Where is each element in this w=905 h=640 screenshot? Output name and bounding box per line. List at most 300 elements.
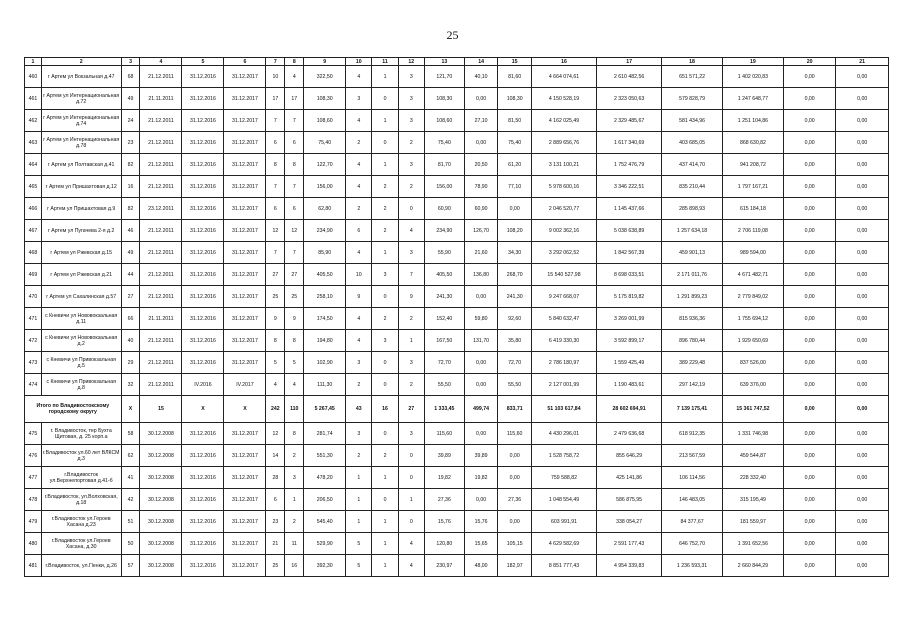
table-cell: 1 755 694,12 [723, 308, 784, 330]
table-cell: 31.12.2017 [224, 264, 266, 286]
table-cell: X [121, 396, 140, 423]
table-cell: 0 [372, 489, 398, 511]
table-cell: 15 [140, 396, 182, 423]
table-cell: 31.12.2016 [182, 330, 224, 352]
table-cell: 68 [121, 66, 140, 88]
table-cell: 4 [346, 242, 372, 264]
table-cell: 55,50 [424, 374, 464, 396]
table-cell: 3 [398, 423, 424, 445]
table-cell: 20,50 [464, 154, 498, 176]
table-row [25, 489, 889, 511]
table-cell: с Кневичи ул Нововокзальная д.11 [41, 308, 121, 330]
table-cell: 467 [25, 220, 42, 242]
table-cell: 106 114,56 [662, 467, 723, 489]
table-cell: 31.12.2016 [182, 132, 224, 154]
table-cell: 11 [372, 58, 398, 66]
table-cell: 0,00 [836, 66, 889, 88]
table-cell: 24 [121, 110, 140, 132]
table-cell: 14 [464, 58, 498, 66]
table-cell: 0 [398, 511, 424, 533]
table-cell: 75,40 [424, 132, 464, 154]
table-cell: 462 [25, 110, 42, 132]
table-cell: 833,71 [498, 396, 532, 423]
table-cell: 31.12.2016 [182, 533, 224, 555]
table-cell: г Артем ул Сахалинская д.57 [41, 286, 121, 308]
table-cell: 3 [285, 467, 304, 489]
table-cell: г Артем ул Ржевская д.15 [41, 242, 121, 264]
table-cell: 477 [25, 467, 42, 489]
table-cell: 2 [372, 445, 398, 467]
table-cell: 6 [266, 489, 285, 511]
table-cell: 51 [121, 511, 140, 533]
table-cell: 92,60 [498, 308, 532, 330]
table-cell: 21.11.2011 [140, 88, 182, 110]
table-cell: 0,00 [498, 467, 532, 489]
table-cell: 759 588,82 [531, 467, 596, 489]
table-cell: 78,90 [464, 176, 498, 198]
table-cell: 31.12.2017 [224, 489, 266, 511]
table-cell: 31.12.2016 [182, 198, 224, 220]
table-cell: 4 [346, 176, 372, 198]
table-cell: 461 [25, 88, 42, 110]
table-cell: 31.12.2017 [224, 423, 266, 445]
table-cell: 4 [346, 110, 372, 132]
table-cell: 156,00 [304, 176, 346, 198]
table-cell: 0 [372, 423, 398, 445]
table-cell: 2 660 844,29 [723, 555, 784, 577]
table-cell: 31.12.2016 [182, 445, 224, 467]
table-cell: 230,97 [424, 555, 464, 577]
total-row [25, 396, 889, 423]
table-cell: 27,36 [498, 489, 532, 511]
table-cell: г.Владивосток ул.60 лет ВЛКСМ д.3 [41, 445, 121, 467]
table-cell: 0,00 [836, 154, 889, 176]
table-cell: 3 [398, 66, 424, 88]
table-cell: 6 [285, 198, 304, 220]
table-cell: 0,00 [836, 423, 889, 445]
table-cell: 21.12.2011 [140, 110, 182, 132]
table-cell: 61,20 [498, 154, 532, 176]
table-cell: 2 [398, 132, 424, 154]
table-cell: 31.12.2016 [182, 511, 224, 533]
table-cell: 0,00 [836, 264, 889, 286]
table-cell: 108,30 [304, 88, 346, 110]
table-cell: 1 [285, 489, 304, 511]
table-cell: 1 [372, 555, 398, 577]
table-cell: 0 [398, 467, 424, 489]
table-cell: 3 [346, 88, 372, 110]
table-cell: г.Владивосток ул.Верхнепортовая д.41-б [41, 467, 121, 489]
table-cell: 4 629 582,69 [531, 533, 596, 555]
table-cell: 21 [836, 58, 889, 66]
table-cell: г Артем ул Интернациональная д.78 [41, 132, 121, 154]
table-cell: 62 [121, 445, 140, 467]
table-cell: 460 [25, 66, 42, 88]
table-cell: 21.12.2011 [140, 330, 182, 352]
table-cell: 9 002 362,16 [531, 220, 596, 242]
table-cell: 403 685,05 [662, 132, 723, 154]
table-cell: 27 [285, 264, 304, 286]
table-cell: 285 898,93 [662, 198, 723, 220]
table-cell: 1 291 899,23 [662, 286, 723, 308]
table-cell: 1 [346, 489, 372, 511]
table-row [25, 132, 889, 154]
table-cell: 17 [266, 88, 285, 110]
table-row [25, 330, 889, 352]
table-cell: 30.12.2008 [140, 423, 182, 445]
table-cell: 3 [346, 352, 372, 374]
table-cell: 31.12.2016 [182, 555, 224, 577]
table-cell: 1 797 167,21 [723, 176, 784, 198]
table-cell: 8 [285, 330, 304, 352]
table-cell: 5 [285, 352, 304, 374]
table-cell: 28 [266, 467, 285, 489]
table-cell: 815 936,36 [662, 308, 723, 330]
table-cell: 0 [372, 352, 398, 374]
table-cell: X [182, 396, 224, 423]
table-cell: г Артем ул Пугачева 2-я д.2 [41, 220, 121, 242]
table-cell: 12 [266, 220, 285, 242]
table-cell: 5 [182, 58, 224, 66]
table-row [25, 467, 889, 489]
table-cell: 10 [346, 58, 372, 66]
table-row [25, 308, 889, 330]
table-cell: 182,97 [498, 555, 532, 577]
table-cell: 472 [25, 330, 42, 352]
table-cell: 0,00 [836, 308, 889, 330]
table-cell: 10 [346, 264, 372, 286]
table-cell: X [224, 396, 266, 423]
table-cell: 21.12.2011 [140, 154, 182, 176]
table-cell: 241,30 [424, 286, 464, 308]
table-cell: 27 [121, 286, 140, 308]
table-cell: 6 [266, 132, 285, 154]
table-cell: 2 779 849,02 [723, 286, 784, 308]
table-cell: 108,30 [498, 88, 532, 110]
table-cell: 131,70 [464, 330, 498, 352]
table-cell: 2 610 482,56 [597, 66, 662, 88]
table-cell: 152,40 [424, 308, 464, 330]
table-cell: г Артем ул Интернациональная д.72 [41, 88, 121, 110]
table-row [25, 110, 889, 132]
table-cell: 1 331 746,98 [723, 423, 784, 445]
table-body [25, 58, 889, 577]
table-cell: 579 828,79 [662, 88, 723, 110]
table-cell: г Артем ул Пришахтовая д.9 [41, 198, 121, 220]
table-cell: 6 [346, 220, 372, 242]
table-cell: 338 054,27 [597, 511, 662, 533]
table-cell: 646 752,70 [662, 533, 723, 555]
table-cell: 464 [25, 154, 42, 176]
table-cell: 8 [285, 423, 304, 445]
table-cell: 31.12.2016 [182, 110, 224, 132]
table-cell: 4 [346, 66, 372, 88]
table-cell: 2 [372, 198, 398, 220]
table-cell: 1 [372, 66, 398, 88]
table-cell: 3 592 899,17 [597, 330, 662, 352]
table-cell: 0,00 [783, 220, 835, 242]
table-cell: 2 [285, 445, 304, 467]
table-row [25, 352, 889, 374]
table-cell: 4 [398, 533, 424, 555]
table-cell: 62,80 [304, 198, 346, 220]
table-cell: 5 978 600,16 [531, 176, 596, 198]
table-cell: 213 567,59 [662, 445, 723, 467]
table-cell: 0,00 [836, 198, 889, 220]
table-cell: 30.12.2008 [140, 445, 182, 467]
table-cell: 31.12.2017 [224, 445, 266, 467]
table-cell: 9 [304, 58, 346, 66]
table-cell: 989 594,00 [723, 242, 784, 264]
table-cell: 7 [398, 264, 424, 286]
table-cell: 5 175 819,82 [597, 286, 662, 308]
table-row [25, 242, 889, 264]
table-cell: 121,70 [424, 66, 464, 88]
table-cell: 34,30 [498, 242, 532, 264]
table-cell: 2 591 177,43 [597, 533, 662, 555]
table-cell: 4 [346, 154, 372, 176]
table-cell: 5 [346, 533, 372, 555]
table-cell: 15 540 527,98 [531, 264, 596, 286]
table-cell: 40,10 [464, 66, 498, 88]
table-cell: 21.12.2011 [140, 132, 182, 154]
table-cell: 297 142,19 [662, 374, 723, 396]
table-cell: Итого по Владивостокскому городскому округу [25, 396, 122, 423]
table-cell: 9 [346, 286, 372, 308]
table-cell: 9 [266, 308, 285, 330]
table-cell: 40 [121, 330, 140, 352]
table-cell: 2 706 119,08 [723, 220, 784, 242]
table-cell: 0,00 [783, 66, 835, 88]
table-cell: 405,50 [424, 264, 464, 286]
table-cell: 30.12.2008 [140, 489, 182, 511]
table-cell: 639 376,00 [723, 374, 784, 396]
table-row [25, 176, 889, 198]
table-cell: 0,00 [836, 88, 889, 110]
table-cell: 470 [25, 286, 42, 308]
table-cell: 0,00 [836, 396, 889, 423]
table-cell: 2 046 520,77 [531, 198, 596, 220]
table-cell: 7 [266, 58, 285, 66]
table-cell: 174,50 [304, 308, 346, 330]
table-cell: 405,50 [304, 264, 346, 286]
table-cell: г Артем ул Вокзальная д.47 [41, 66, 121, 88]
table-cell: 55,90 [424, 242, 464, 264]
table-cell: 0,00 [783, 445, 835, 467]
table-cell: 0,00 [836, 467, 889, 489]
table-cell: 4 [266, 374, 285, 396]
table-cell: 51 103 617,84 [531, 396, 596, 423]
table-cell: 17 [285, 88, 304, 110]
table-cell: 60,90 [464, 198, 498, 220]
table-cell: 1 [372, 533, 398, 555]
table-cell: 30.12.2008 [140, 467, 182, 489]
table-cell: 3 [121, 58, 140, 66]
table-cell: 4 [346, 308, 372, 330]
table-cell: 3 [372, 330, 398, 352]
table-cell: 21.12.2011 [140, 66, 182, 88]
table-cell: 473 [25, 352, 42, 374]
table-cell: 31.12.2016 [182, 88, 224, 110]
table-cell: 1 145 437,66 [597, 198, 662, 220]
table-cell: 19,82 [464, 467, 498, 489]
table-cell: 476 [25, 445, 42, 467]
table-cell: 3 [372, 264, 398, 286]
table-cell: 0,00 [783, 264, 835, 286]
table-cell: 0,00 [836, 242, 889, 264]
table-cell: 7 [266, 110, 285, 132]
table-cell: 0,00 [836, 374, 889, 396]
table-cell: с Кневичи ул Привокзальная д.5 [41, 352, 121, 374]
table-cell: 19 [723, 58, 784, 66]
table-cell: 3 [398, 110, 424, 132]
table-cell: 7 [266, 176, 285, 198]
table-cell: 50 [121, 533, 140, 555]
table-cell: 941 208,72 [723, 154, 784, 176]
table-cell: 1 [25, 58, 42, 66]
table-cell: 206,50 [304, 489, 346, 511]
table-cell: 49 [121, 88, 140, 110]
table-cell: 31.12.2017 [224, 110, 266, 132]
table-cell: 618 912,35 [662, 423, 723, 445]
table-cell: 20 [783, 58, 835, 66]
table-cell: 499,74 [464, 396, 498, 423]
table-cell: 108,60 [304, 110, 346, 132]
table-cell: 102,90 [304, 352, 346, 374]
table-cell: 855 646,29 [597, 445, 662, 467]
table-cell: 39,89 [424, 445, 464, 467]
table-cell: 31.12.2016 [182, 467, 224, 489]
table-cell: 82 [121, 154, 140, 176]
table-cell: 228 332,40 [723, 467, 784, 489]
table-cell: 6 [266, 198, 285, 220]
table-cell: 437 414,70 [662, 154, 723, 176]
table-cell: 0,00 [836, 132, 889, 154]
table-row [25, 154, 889, 176]
table-cell: 1 [346, 511, 372, 533]
table-cell: 16 [531, 58, 596, 66]
table-cell: 21.12.2011 [140, 220, 182, 242]
table-cell: 4 [398, 555, 424, 577]
table-cell: 2 [346, 198, 372, 220]
table-cell: 868 630,82 [723, 132, 784, 154]
table-cell: 392,30 [304, 555, 346, 577]
table-cell: 0,00 [836, 445, 889, 467]
table-cell: 3 [398, 242, 424, 264]
table-cell: 0,00 [836, 176, 889, 198]
table-cell: 0,00 [498, 445, 532, 467]
table-cell: 3 346 222,51 [597, 176, 662, 198]
table-cell: 0 [372, 374, 398, 396]
table-cell: 27,10 [464, 110, 498, 132]
table-cell: 2 329 485,67 [597, 110, 662, 132]
table-cell: 44 [121, 264, 140, 286]
table-cell: 30.12.2008 [140, 511, 182, 533]
table-cell: 478,20 [304, 467, 346, 489]
table-cell: 0,00 [783, 154, 835, 176]
table-cell: г.Владивосток, ул.Гleнки, д.26 [41, 555, 121, 577]
table-cell: 0,00 [464, 423, 498, 445]
table-cell: 31.12.2016 [182, 264, 224, 286]
table-cell: 108,30 [424, 88, 464, 110]
table-cell: 1 048 554,49 [531, 489, 596, 511]
table-cell: 3 269 001,99 [597, 308, 662, 330]
table-cell: 1 247 648,77 [723, 88, 784, 110]
table-cell: 1 236 593,31 [662, 555, 723, 577]
table-cell: 2 [346, 445, 372, 467]
table-cell: 896 780,44 [662, 330, 723, 352]
table-cell: 28 602 694,91 [597, 396, 662, 423]
housing-register-table [24, 57, 889, 577]
table-cell: 4 [285, 66, 304, 88]
table-cell: 16 [372, 396, 398, 423]
table-cell: 8 [266, 154, 285, 176]
table-cell: 0,00 [783, 467, 835, 489]
table-cell: 5 [266, 352, 285, 374]
table-cell: 25 [285, 286, 304, 308]
table-cell: 0 [372, 286, 398, 308]
table-cell: 2 [398, 176, 424, 198]
table-cell: 0,00 [464, 286, 498, 308]
table-cell: 0,00 [783, 352, 835, 374]
table-cell: 21.12.2011 [140, 176, 182, 198]
table-cell: 146 483,05 [662, 489, 723, 511]
table-cell: 0,00 [836, 330, 889, 352]
table-cell: 1 333,45 [424, 396, 464, 423]
table-cell: 21.12.2011 [140, 352, 182, 374]
table-cell: 8 [266, 330, 285, 352]
table-cell: 315 195,49 [723, 489, 784, 511]
table-cell: 31.12.2016 [182, 286, 224, 308]
table-cell: 46 [121, 220, 140, 242]
table-cell: 479 [25, 511, 42, 533]
table-cell: 2 323 050,63 [597, 88, 662, 110]
table-cell: 9 [285, 308, 304, 330]
table-cell: 0,00 [783, 330, 835, 352]
table-cell: 0,00 [498, 511, 532, 533]
table-cell: 115,60 [498, 423, 532, 445]
table-cell: 6 [285, 132, 304, 154]
table-cell: 0,00 [783, 396, 835, 423]
table-cell: 551,30 [304, 445, 346, 467]
table-cell: 59,80 [464, 308, 498, 330]
table-cell: 16 [285, 555, 304, 577]
table-cell: 7 139 175,41 [662, 396, 723, 423]
table-cell: 0,00 [464, 88, 498, 110]
table-cell: 31.12.2017 [224, 511, 266, 533]
table-cell: 75,40 [304, 132, 346, 154]
table-cell: 31.12.2017 [224, 220, 266, 242]
table-cell: 2 [346, 374, 372, 396]
table-cell: 1 [346, 467, 372, 489]
table-cell: 2 127 001,99 [531, 374, 596, 396]
table-row [25, 264, 889, 286]
table-cell: IV.2016 [182, 374, 224, 396]
table-cell: 167,50 [424, 330, 464, 352]
table-cell: 31.12.2017 [224, 555, 266, 577]
table-cell: 475 [25, 423, 42, 445]
table-cell: 1 842 567,39 [597, 242, 662, 264]
table-cell: 13 [424, 58, 464, 66]
table-cell: IV.2017 [224, 374, 266, 396]
table-cell: 4 [346, 330, 372, 352]
table-cell: 81,70 [424, 154, 464, 176]
table-cell: 31.12.2016 [182, 220, 224, 242]
table-cell: 31.12.2017 [224, 352, 266, 374]
table-cell: 43 [346, 396, 372, 423]
table-cell: 2 171 011,76 [662, 264, 723, 286]
table-cell: 2 [372, 176, 398, 198]
